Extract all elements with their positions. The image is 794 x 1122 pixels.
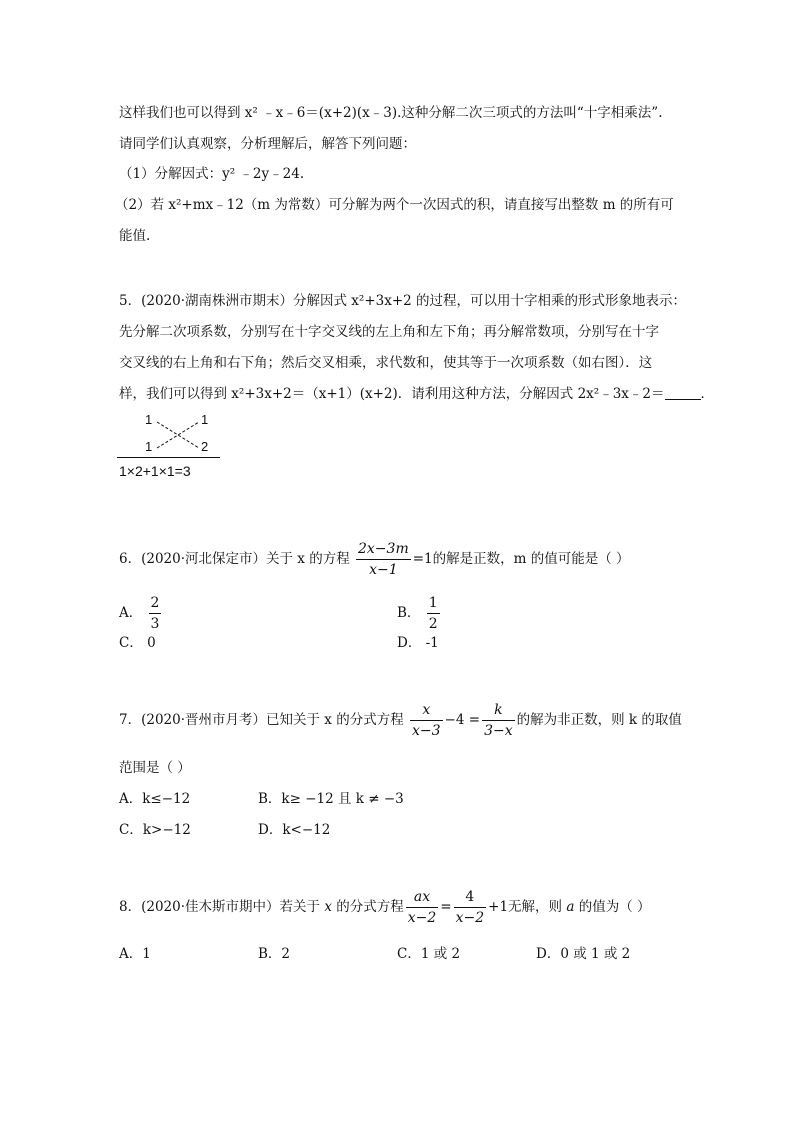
fraction-denominator: x−2 [407,910,437,926]
option-text: 1 [142,946,151,962]
option-text: 0 [147,635,156,651]
option-label: B． [258,791,282,807]
q8-option-b[interactable] [258,944,290,964]
fraction-numerator: 4 [454,889,487,908]
option-label: C． [397,946,421,962]
diagram-bottom-right: 2 [201,439,209,454]
q5-line-1: 5．(2020·湖南株洲市期末）分解因式 x²+3x+2 的过程，可以用十字相乘的形式形象地表示： [119,293,687,309]
question-part-2-line-1: （2）若 x²+mx﹣12（m 为常数）可分解为两个一次因式的积，请直接写出整数 m 的所有可 [115,197,674,213]
option-text: 2 [281,946,291,962]
fraction-numerator: 2 [149,595,162,614]
q5-line-3: 交叉线的右上角和右下角；然后交叉相乘，求代数和，使其等于一次项系数（如右图）．这 [119,355,653,371]
q8-middle-2: 无解，则 [508,899,563,915]
q8-plus-one: +1 [488,899,509,915]
option-label: D． [397,635,422,651]
option-text: k>−12 [142,822,191,838]
q8-fraction-1 [406,889,439,926]
q7-line-2: 范围是（ ） [119,760,191,776]
fraction-denominator: x−2 [455,910,485,926]
diagram-top-right: 1 [201,412,209,427]
q6-option-b[interactable] [397,594,442,632]
cross-multiplication-diagram [117,410,227,486]
q7-option-c[interactable] [119,820,191,840]
q5-line-2: 先分解二次项系数，分别写在十字交叉线的左上角和左下角；再分解常数项，分别写在十字 [119,324,659,340]
option-label: B． [258,946,282,962]
option-text: -1 [425,635,439,651]
question-part-1: （1）分解因式：y² ﹣2y﹣24. [119,166,305,182]
option-label: A． [119,605,143,621]
q6-fraction-denominator: x−1 [369,562,398,578]
fraction-denominator: 3 [150,616,160,632]
q7-option-d[interactable] [258,820,330,840]
fraction-numerator: x [410,702,443,721]
diagram-bottom-left: 1 [145,439,153,454]
intro-line-2: 请同学们认真观察，分析理解后，解答下列问题： [119,136,416,152]
q5-line-4 [119,384,714,404]
q5-line-4-end: ． [700,386,714,402]
fraction-denominator: 3−x [484,723,513,739]
option-a-fraction [149,595,162,632]
q8-option-d[interactable] [536,944,630,964]
option-label: A． [119,791,143,807]
option-label: A． [119,946,143,962]
q6-fraction-numerator: 2x−3m [356,541,411,560]
diagram-result: 1×2+1×1=3 [119,463,191,479]
q7-option-a[interactable] [119,789,190,809]
q6-option-d[interactable] [397,633,439,653]
option-label: D． [536,946,561,962]
option-label: C． [119,635,143,651]
q8-option-a[interactable] [119,944,151,964]
option-label: D． [258,822,283,838]
q7-fraction-1 [410,702,443,739]
answer-blank[interactable] [665,386,701,400]
q8-variable-a: a [566,899,575,915]
option-b-fraction [427,595,440,632]
q8-prefix: 8．(2020·佳木斯市期中）若关于 [119,899,321,915]
diagram-divider [117,457,220,458]
q8-stem [119,888,651,926]
option-label: B． [397,605,421,621]
q7-option-b[interactable] [258,789,404,809]
q6-fraction [356,541,411,578]
q7-middle: −4 = [444,712,481,728]
fraction-numerator: ax [406,889,439,908]
fraction-numerator: k [482,702,515,721]
option-text: 0 或 1 或 2 [560,946,631,962]
fraction-denominator: x−3 [412,723,441,739]
fraction-numerator: 1 [427,595,440,614]
q8-option-c[interactable] [397,944,460,964]
fraction-denominator: 2 [428,616,438,632]
q7-prefix: 7．(2020·晋州市月考）已知关于 x 的分式方程 [119,712,404,728]
q6-option-a[interactable] [119,594,163,632]
diagram-top-left: 1 [145,412,153,427]
q8-middle-1: 的分式方程 [336,899,404,915]
q8-fraction-2 [454,889,487,926]
option-text: k≤−12 [142,791,191,807]
option-label: C． [119,822,143,838]
question-part-2-line-2: 能值. [119,228,151,244]
option-text: k<−12 [282,822,331,838]
option-text: k≥ −12 且 k ≠ −3 [281,791,404,807]
q6-option-c[interactable] [119,633,156,653]
q6-prefix: 6．(2020·河北保定市）关于 x 的方程 [119,551,350,567]
q8-variable-x: x [324,899,332,915]
q6-stem [119,540,630,578]
option-text: 1 或 2 [420,946,461,962]
q8-suffix: 的值为（ ） [578,899,651,915]
q7-stem [119,701,682,739]
q8-equals: = [440,899,452,915]
q6-suffix: =1的解是正数，m 的值可能是（ ） [412,551,630,567]
q5-line-4-text: 样，我们可以得到 x²+3x+2＝（x+1）(x+2)．请利用这种方法，分解因式 2x²﹣3x﹣2＝ [119,386,665,402]
q7-fraction-2 [482,702,515,739]
intro-line-1: 这样我们也可以得到 x² ﹣x﹣6＝(x+2)(x﹣3).这种分解二次三项式的方法叫“十字相乘法”. [119,105,663,121]
q7-suffix: 的解为非正数，则 k 的取值 [516,712,682,728]
